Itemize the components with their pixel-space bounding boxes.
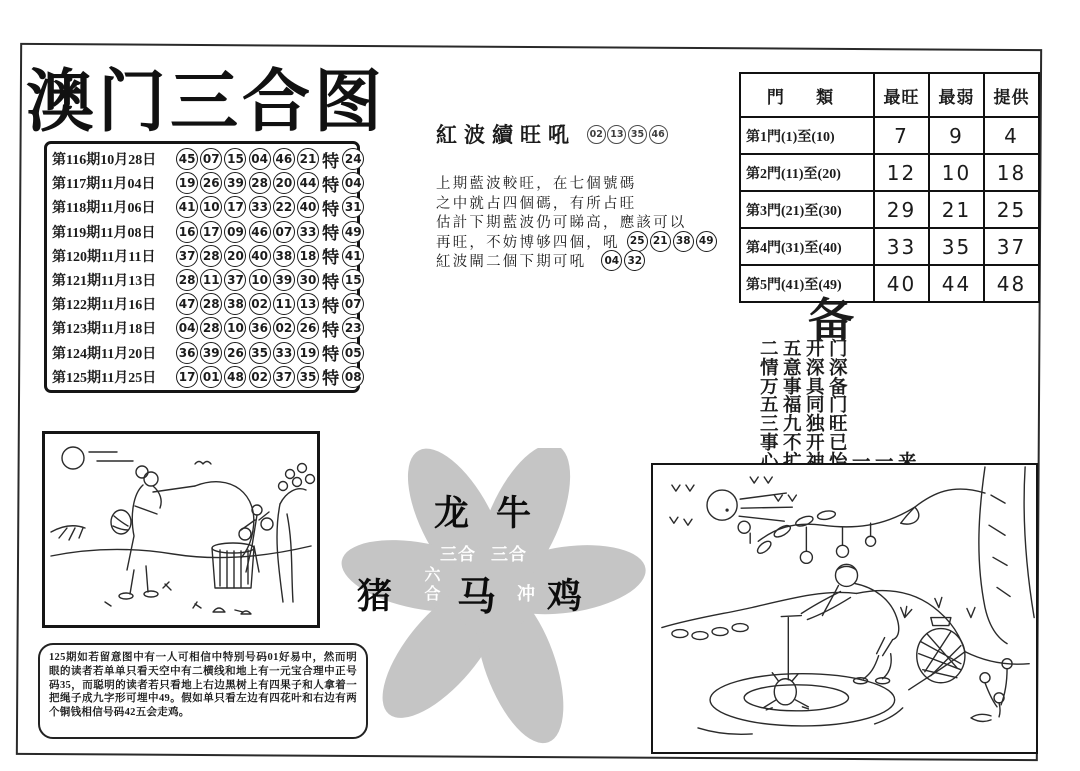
table-row [740, 191, 1039, 228]
header-category: 門 類 [740, 73, 874, 117]
number-ball: 22 [273, 196, 295, 218]
draw-row [52, 292, 362, 316]
number-ball: 30 [297, 269, 319, 291]
number-ball: 37 [273, 366, 295, 388]
cloud-lines [89, 452, 133, 461]
cell-offer: 37 [984, 228, 1039, 265]
draw-date-label: 第117期11月04日 [52, 177, 156, 193]
woven-jar [917, 618, 965, 683]
special-number-ball: 04 [342, 172, 364, 194]
number-ball: 09 [224, 221, 246, 243]
number-ball: 35 [297, 366, 319, 388]
draws-list [52, 147, 362, 389]
special-number-ball: 31 [342, 196, 364, 218]
number-ball: 11 [200, 269, 222, 291]
hanging-fruit [738, 521, 750, 533]
special-number-ball: 08 [342, 366, 364, 388]
number-ball: 21 [297, 148, 319, 170]
number-ball: 15 [224, 148, 246, 170]
door-category-table [739, 72, 1040, 303]
paragraph-line: 上期藍波較旺，在七個號碼 [436, 176, 637, 193]
table-row [740, 117, 1039, 154]
paragraph-line [436, 251, 718, 271]
cell-weakest: 35 [929, 228, 984, 265]
number-ball: 26 [297, 317, 319, 339]
number-ball: 28 [200, 245, 222, 267]
fine-print-box [38, 643, 368, 739]
number-ball: 38 [224, 293, 246, 315]
number-ball: 37 [224, 269, 246, 291]
number-ball: 10 [200, 196, 222, 218]
ground-line [51, 546, 311, 558]
draw-date-label: 第122期11月16日 [52, 298, 157, 314]
hanging-fruit [866, 536, 876, 546]
number-ball: 07 [200, 148, 222, 170]
special-label: 特 [322, 369, 340, 389]
draw-row [52, 147, 362, 171]
number-ball: 26 [224, 342, 246, 364]
draw-history-box [44, 141, 360, 393]
rope-line [195, 482, 254, 558]
cell-offer: 18 [984, 154, 1039, 191]
number-ball: 47 [176, 293, 198, 315]
special-number-ball: 24 [342, 148, 364, 170]
zodiac-dragon: 龙 [434, 494, 470, 533]
number-ball: 10 [224, 317, 246, 339]
number-ball: 28 [249, 172, 271, 194]
number-ball: 07 [273, 221, 295, 243]
sun-rays [739, 493, 792, 521]
cell-hottest: 40 [874, 265, 929, 302]
red-wave-numbers [600, 250, 646, 271]
sun-dot [725, 509, 728, 512]
draw-date-label: 第119期11月08日 [52, 225, 156, 241]
number-ball: 20 [224, 245, 246, 267]
draw-date-label: 第120期11月11日 [52, 249, 156, 265]
paragraph-line: 估計下期藍波仍可睇高，應該可以 [436, 215, 687, 232]
special-label: 特 [322, 272, 340, 292]
number-ball: 45 [176, 148, 198, 170]
stone [712, 628, 728, 636]
header-weakest: 最弱 [929, 73, 984, 117]
cell-category: 第4門(31)至(40) [740, 228, 874, 265]
special-number-ball: 15 [342, 269, 364, 291]
number-ball: 46 [249, 221, 271, 243]
special-label: 特 [322, 320, 340, 340]
special-number-ball: 05 [342, 342, 364, 364]
number-ball: 46 [649, 125, 668, 144]
bei-verse-line: 二五开门 [760, 340, 853, 360]
draw-row [52, 365, 362, 389]
cell-weakest: 21 [929, 191, 984, 228]
red-wave-headline-text: 紅波續旺吼 [436, 123, 576, 147]
hanging-fruit [800, 551, 812, 563]
farmer-figure [111, 466, 195, 599]
number-ball: 39 [200, 342, 222, 364]
number-ball: 36 [249, 317, 271, 339]
number-ball: 44 [297, 172, 319, 194]
table-row [740, 265, 1039, 302]
fruit [239, 528, 251, 540]
boy-figure [801, 564, 898, 683]
fishing-line [781, 616, 801, 680]
cell-category: 第2門(11)至(20) [740, 154, 874, 191]
number-ball: 36 [176, 342, 198, 364]
number-ball: 40 [249, 245, 271, 267]
draw-date-label: 第123期11月18日 [52, 322, 157, 338]
special-label: 特 [322, 224, 340, 244]
table-row [740, 228, 1039, 265]
cell-weakest: 44 [929, 265, 984, 302]
bei-verse-line: 事不开已 [760, 433, 853, 454]
fruit [261, 518, 273, 530]
cell-hottest: 33 [874, 228, 929, 265]
special-number-ball: 41 [342, 245, 364, 267]
draw-row [52, 171, 362, 195]
cell-hottest: 29 [874, 191, 929, 228]
number-ball: 01 [200, 366, 222, 388]
ripple-arcs [698, 708, 903, 734]
number-ball: 13 [607, 125, 626, 144]
draw-date-label: 第121期11月13日 [52, 274, 157, 290]
number-ball: 17 [200, 221, 222, 243]
number-ball: 38 [273, 245, 295, 267]
stone [672, 630, 688, 638]
special-number-ball: 07 [342, 293, 364, 315]
draw-date-label: 第116期10月28日 [52, 153, 157, 169]
number-ball: 02 [273, 317, 295, 339]
number-ball: 35 [628, 125, 647, 144]
draw-row [52, 244, 362, 268]
grass-tufts [901, 597, 975, 617]
number-ball: 33 [249, 196, 271, 218]
special-number-ball: 23 [342, 317, 364, 339]
bei-heading: 备 [808, 295, 854, 346]
bei-verse-line: 万事具备 [760, 377, 853, 398]
number-ball: 35 [249, 342, 271, 364]
special-label: 特 [322, 199, 340, 219]
number-ball: 20 [273, 172, 295, 194]
number-ball: 28 [200, 317, 222, 339]
special-label: 特 [322, 175, 340, 195]
number-ball: 16 [176, 221, 198, 243]
number-ball: 26 [200, 172, 222, 194]
number-ball: 32 [624, 250, 645, 271]
cell-category: 第5門(41)至(49) [740, 265, 874, 302]
number-ball: 28 [176, 269, 198, 291]
red-wave-headline [436, 119, 668, 149]
frog-fishing-drawing [653, 465, 1036, 752]
zodiac-ox: 牛 [496, 494, 532, 533]
number-ball: 25 [627, 231, 648, 252]
bei-verse-line: 五福同门 [760, 396, 853, 417]
header-offer: 提供 [984, 73, 1039, 117]
paragraph-line-text: 紅波閘二個下期可吼 [436, 254, 587, 271]
red-wave-paragraph [436, 173, 718, 271]
special-label: 特 [322, 296, 340, 316]
stones [213, 608, 251, 614]
number-ball: 40 [297, 196, 319, 218]
number-ball: 46 [273, 148, 295, 170]
sanhe-label-right: 三合 [491, 545, 527, 564]
bei-verse-line: 情意深深 [760, 358, 853, 379]
pond [710, 674, 895, 726]
farm-scene-illustration [42, 431, 320, 628]
number-ball: 48 [224, 366, 246, 388]
bei-verse-line: 三九独旺 [760, 415, 853, 436]
number-ball: 38 [673, 231, 694, 252]
cell-weakest: 9 [929, 117, 984, 154]
number-ball: 39 [273, 269, 295, 291]
number-ball: 19 [297, 342, 319, 364]
cell-offer: 25 [984, 191, 1039, 228]
draw-row [52, 195, 362, 219]
farm-scene-drawing [45, 434, 317, 625]
number-ball: 13 [297, 293, 319, 315]
chong-label: 冲 [517, 584, 535, 604]
blue-wave-numbers [626, 231, 718, 252]
hanging-fruit [836, 545, 848, 557]
number-ball: 17 [176, 366, 198, 388]
door-table-body [740, 117, 1039, 302]
number-ball: 02 [249, 366, 271, 388]
draw-row [52, 341, 362, 365]
page-title: 澳门三合图 [26, 64, 387, 140]
zodiac-rooster: 鸡 [547, 577, 583, 616]
zodiac-horse: 马 [457, 576, 497, 619]
cell-offer: 48 [984, 265, 1039, 302]
frog-fishing-illustration [651, 463, 1038, 754]
number-ball: 41 [176, 196, 198, 218]
cell-weakest: 10 [929, 154, 984, 191]
number-ball: 02 [249, 293, 271, 315]
table-row [740, 154, 1039, 191]
number-ball: 18 [297, 245, 319, 267]
stone [692, 632, 708, 640]
bei-verse [760, 341, 921, 473]
paragraph-line-text: 再旺，不妨博够四個，吼 [436, 234, 620, 251]
flowers [971, 659, 1012, 722]
fine-print-text: 125期如若留意图中有一人可相信中特别号码01好易中，然而明眼的读者若单单只看天空中有二横线和地上有一元宝合理中正号码35，而聪明的读者若只看地上右边黑树上有四果子和人拿着一把绳子成九字形可埋中49。假如单只看左边有四花叶和右边有两个铜钱相信号码42五会走鸡。 [49, 652, 357, 719]
sun-icon [62, 447, 84, 469]
special-label: 特 [322, 345, 340, 365]
paragraph-line: 之中就占四個碼，有所占旺 [436, 195, 637, 212]
draw-date-label: 第118期11月06日 [52, 201, 156, 217]
number-ball: 39 [224, 172, 246, 194]
cell-category: 第1門(1)至(10) [740, 117, 874, 154]
sun-icon [707, 490, 737, 520]
special-number-ball: 49 [342, 221, 364, 243]
number-ball: 33 [273, 342, 295, 364]
number-ball: 02 [587, 125, 606, 144]
cell-hottest: 12 [874, 154, 929, 191]
cell-category: 第3門(21)至(30) [740, 191, 874, 228]
draw-row [52, 316, 362, 340]
draw-row [52, 220, 362, 244]
header-hottest: 最旺 [874, 73, 929, 117]
number-ball: 37 [176, 245, 198, 267]
number-ball: 11 [273, 293, 295, 315]
number-ball: 19 [176, 172, 198, 194]
draw-date-label: 第124期11月20日 [52, 346, 157, 362]
cell-offer: 4 [984, 117, 1039, 154]
number-ball: 17 [224, 196, 246, 218]
table-header-row [740, 73, 1039, 117]
special-label: 特 [322, 248, 340, 268]
number-ball: 04 [249, 148, 271, 170]
grass-tuft [51, 526, 85, 540]
stone [732, 624, 748, 632]
special-label: 特 [322, 151, 340, 171]
cell-hottest: 7 [874, 117, 929, 154]
picker-figure [241, 505, 269, 572]
red-wave-headline-numbers [586, 125, 668, 144]
number-ball: 04 [176, 317, 198, 339]
bird-marks [670, 477, 796, 525]
number-ball: 21 [650, 231, 671, 252]
zodiac-pig: 猪 [357, 577, 393, 616]
number-ball: 10 [249, 269, 271, 291]
sanhe-label-left: 三合 [440, 545, 476, 564]
number-ball: 33 [297, 221, 319, 243]
number-ball: 28 [200, 293, 222, 315]
scattered-marks [105, 582, 243, 612]
number-ball: 49 [696, 231, 717, 252]
number-ball: 04 [601, 250, 622, 271]
blossom-tree [239, 464, 315, 603]
liuhe-label: 六合 [422, 566, 439, 604]
draw-date-label: 第125期11月25日 [52, 370, 157, 386]
paragraph-line [436, 232, 718, 252]
frog [763, 673, 808, 710]
draw-row [52, 268, 362, 292]
bird-icon [195, 462, 211, 465]
